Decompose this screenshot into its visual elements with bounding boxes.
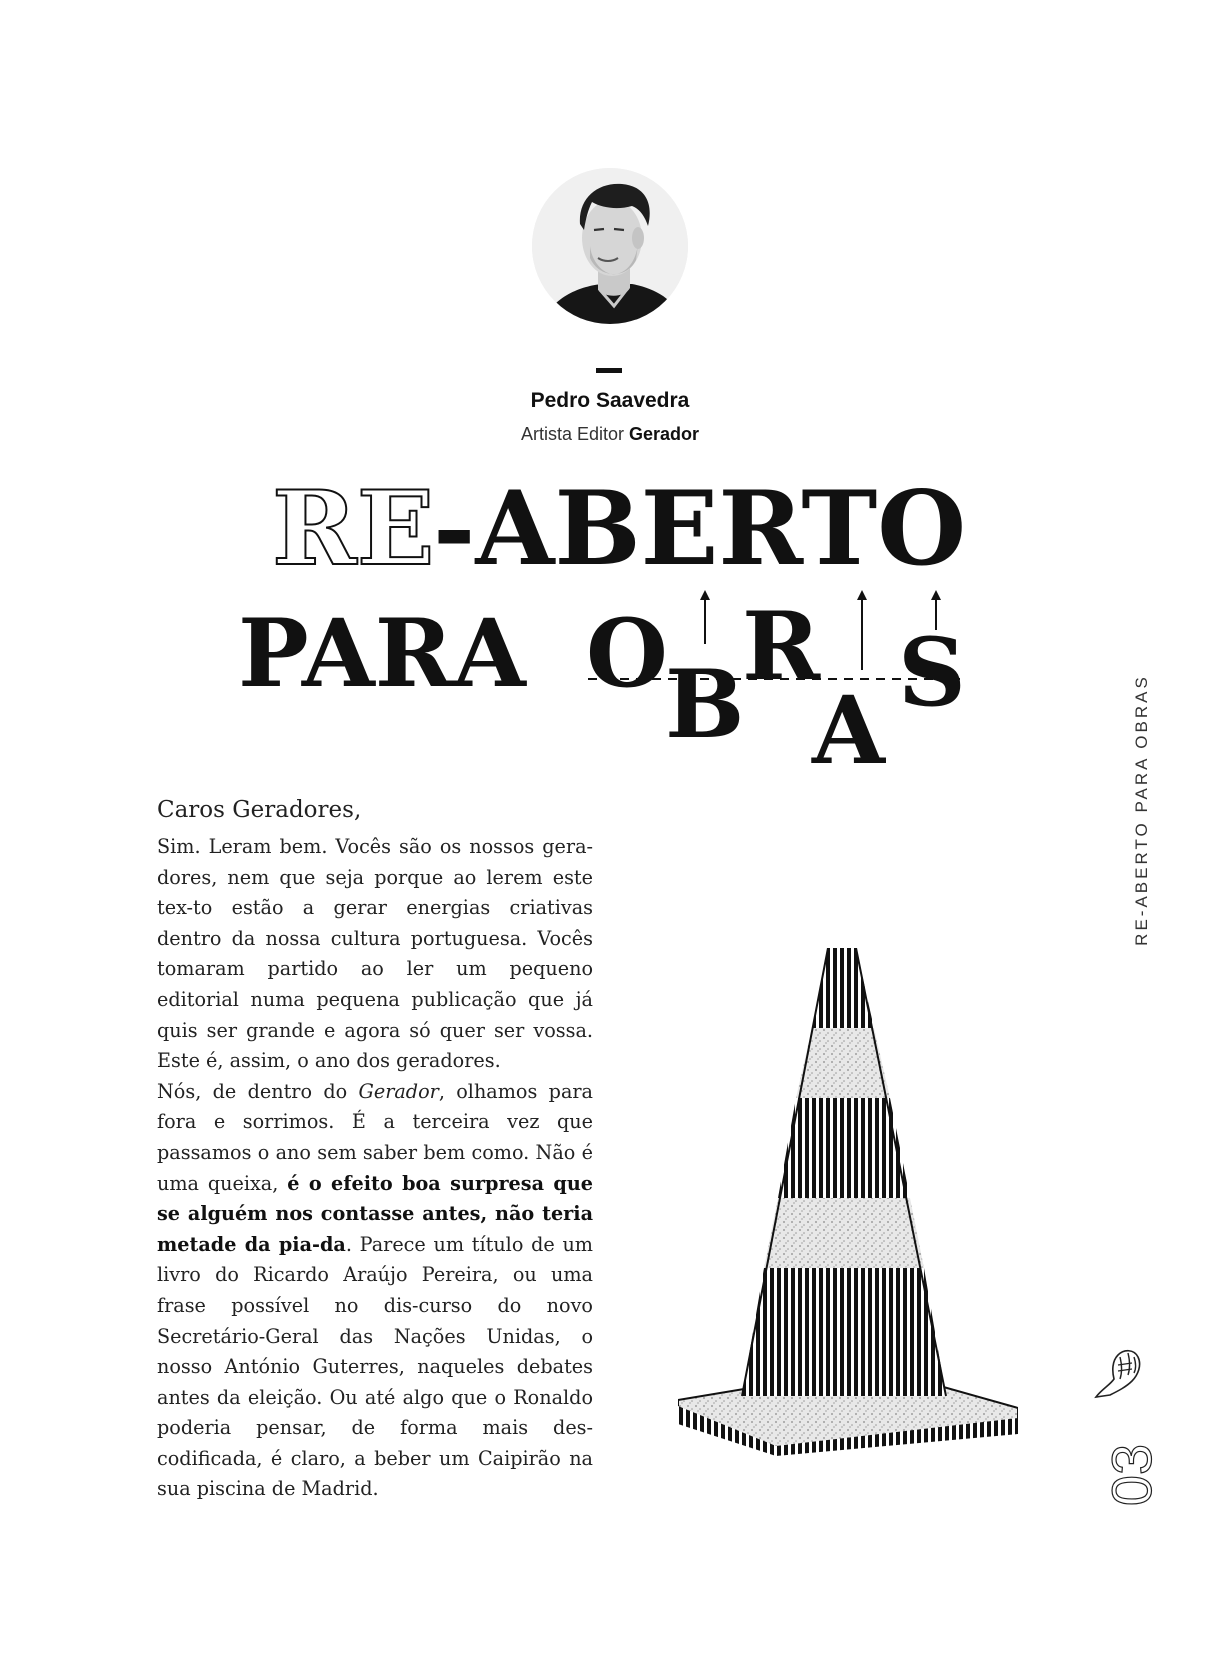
p2-mid: , olhamos para fora e sorrimos. É a terceira vez que passamos o ano sem saber bem como. Não é uma queixa,: [157, 1079, 593, 1195]
page-number: 03: [1100, 1443, 1163, 1507]
letter-paragraph-2: [157, 1077, 593, 1505]
letter-salutation: Caros Geradores,: [157, 797, 362, 823]
title-letter-b: B: [665, 650, 745, 760]
p2-bold: é o efeito boa surpresa que se alguém nos contasse antes, não teria metade da pia-da: [157, 1171, 594, 1256]
title-outline-part: RE: [272, 469, 435, 589]
letter-body: [157, 832, 593, 1505]
author-name: Pedro Saavedra: [530, 389, 690, 412]
p2-italic: Gerador: [358, 1079, 439, 1103]
title-line2-word: PARA: [238, 599, 526, 709]
hand-drawing-icon: [1088, 1335, 1148, 1405]
title-letter-r: R: [742, 592, 821, 702]
letter-paragraph-1: Sim. Leram bem. Vocês são os nossos gera-dores, nem que seja porque ao lerem este tex-to estão a gerar energias criativas dentro da nossa cultura portuguesa. Vocês tomaram partido ao ler um pequeno editorial numa pequena publicação que já quis ser grande e agora só quer ser vossa. Este é, assim, o ano dos geradores.: [157, 835, 593, 1073]
author-role-prefix: Artista Editor: [520, 424, 624, 444]
title-line1-rest: -ABERTO: [433, 469, 967, 589]
article-title: [0, 0, 1220, 800]
author-publication: Gerador: [629, 424, 700, 444]
title-letter-o: O: [586, 599, 668, 709]
running-title-vertical: RE-ABERTO PARA OBRAS: [1132, 674, 1151, 946]
traffic-cone-icon: [678, 948, 1018, 1458]
p2-end: . Parece um título de um livro do Ricardo Araújo Pereira, ou uma frase possível no dis-curso do novo Secretário-Geral das Nações Unidas, o nosso António Guterres, naqueles debates antes da eleição. Ou até algo que o Ronaldo poderia pensar, de forma mais des-codificada, é claro, a beber um Caipirão na sua piscina de Madrid.: [157, 1232, 594, 1501]
title-letter-s: S: [898, 618, 966, 728]
title-letter-a: A: [812, 676, 885, 786]
p2-start: Nós, de dentro do: [157, 1079, 359, 1103]
